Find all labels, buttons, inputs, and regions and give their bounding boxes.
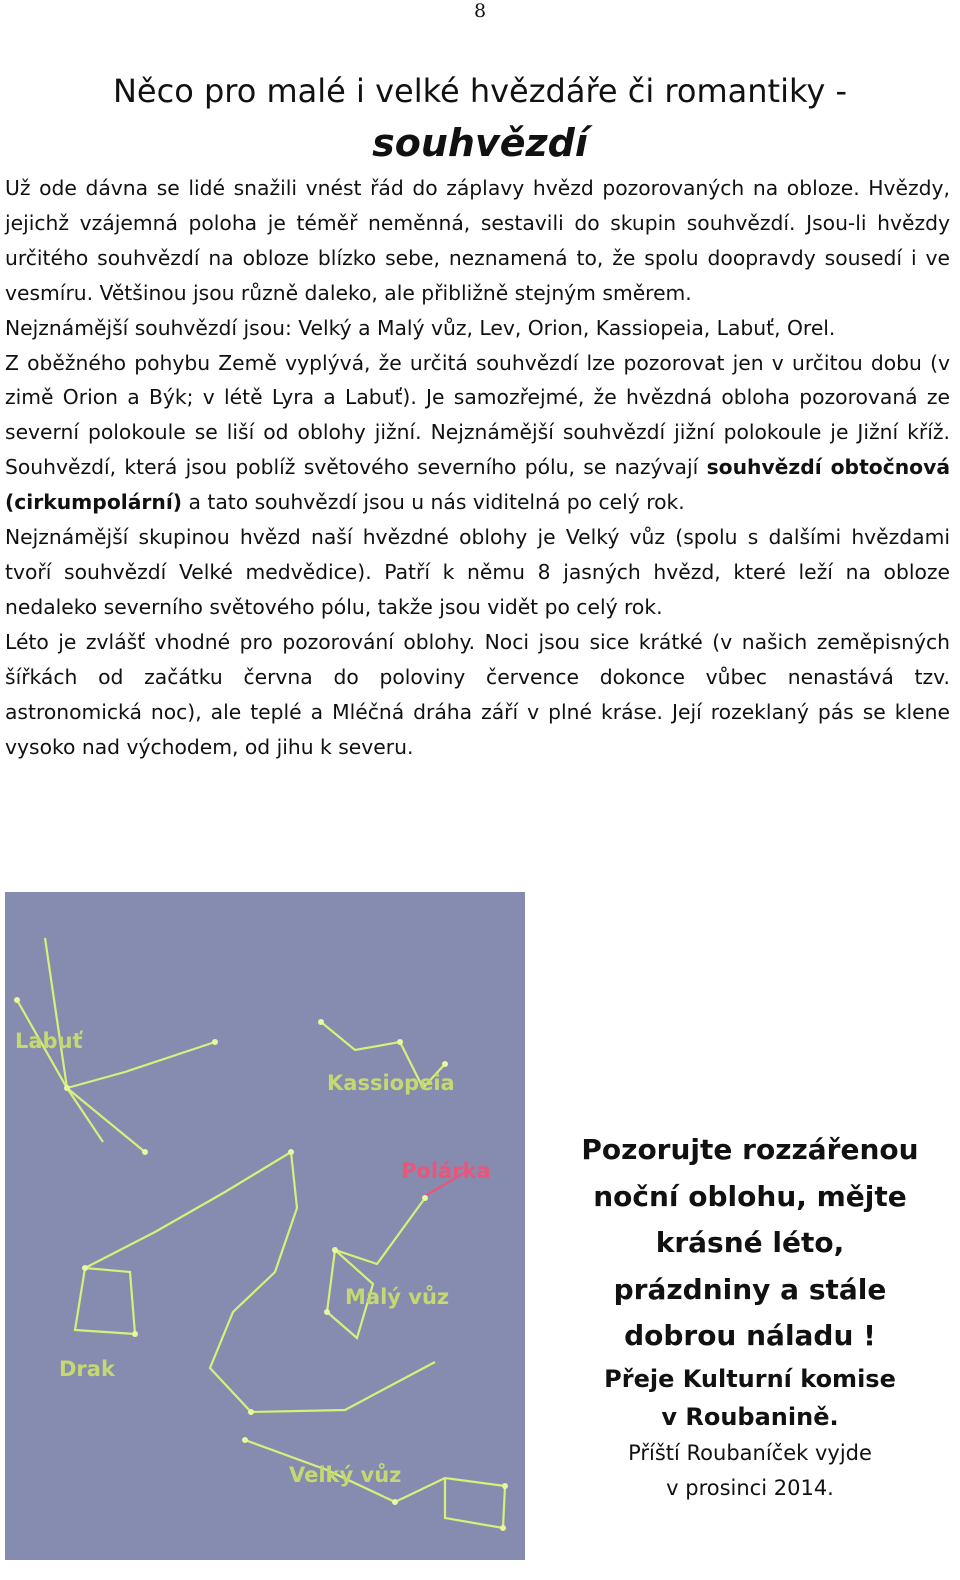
page-subtitle: souhvězdí — [372, 121, 588, 165]
star — [248, 1409, 254, 1415]
star — [422, 1195, 428, 1201]
label-little-dipper: Malý vůz — [345, 1285, 450, 1309]
next-issue-line-1: Příští Roubaníček vyjde — [628, 1440, 872, 1465]
star — [212, 1039, 218, 1045]
label-draco: Drak — [59, 1357, 115, 1381]
page-number: 8 — [473, 0, 487, 22]
signature-line-2: v Roubanině. — [661, 1402, 839, 1431]
closing-wish — [560, 1127, 940, 1506]
star — [392, 1499, 398, 1505]
wish-line-1: Pozorujte rozzářenou — [581, 1133, 919, 1166]
star — [318, 1019, 324, 1025]
signature-line-1: Přeje Kulturní komise — [604, 1364, 896, 1393]
paragraph-intro: Už ode dávna se lidé snažili vnést řád do záplavy hvězd pozorovaných na obloze. Hvězdy, jejichž vzájemná poloha je téměř neměnná, sestavili do skupin souhvězdí. Jsou-li hvězdy určitého souhvězdí na obloze blízko sebe, neznamená to, že spolu doopravdy sousedí i ve vesmíru. Většinou jsou různě daleko, ale přibližně stejným směrem. — [5, 176, 950, 305]
page-title: Něco pro malé i velké hvězdáře či romantiky - — [112, 72, 847, 110]
circumpolar-term: souhvězdí obtočnová (cirkumpolární) — [5, 455, 951, 515]
star — [500, 1525, 506, 1531]
wish-line-5: dobrou náladu ! — [624, 1319, 876, 1352]
paragraph-earth-motion — [5, 346, 950, 521]
star — [288, 1149, 294, 1155]
label-cygnus: Labuť — [15, 1029, 83, 1053]
constellation-map — [5, 892, 525, 1560]
paragraph-earth-motion-end: a tato souhvězdí jsou u nás viditelná po celý rok. — [188, 490, 685, 515]
paragraph-big-dipper: Nejznámější skupinou hvězd naší hvězdné oblohy je Velký vůz (spolu s dalšími hvězdami tvoří souhvězdí Velké medvědice). Patří k němu 8 jasných hvězd, které leží na obloze nedaleko severního světového pólu, takže jsou vidět po celý rok. — [5, 525, 950, 619]
star — [332, 1247, 338, 1253]
paragraph-famous-constellations: Nejznámější souhvězdí jsou: Velký a Malý vůz, Lev, Orion, Kassiopeia, Labuť, Orel. — [5, 315, 836, 340]
wish-line-2: noční oblohu, mějte — [593, 1179, 907, 1213]
star — [242, 1437, 248, 1443]
little-dipper-lines — [327, 1198, 425, 1338]
star — [14, 997, 20, 1003]
label-polaris: Polárka — [401, 1159, 491, 1183]
star — [442, 1061, 448, 1067]
star — [132, 1331, 138, 1337]
star — [82, 1265, 88, 1271]
next-issue-line-2: v prosinci 2014. — [666, 1475, 834, 1500]
wish-line-4: prázdniny a stále — [613, 1272, 887, 1306]
star — [142, 1149, 148, 1155]
wish-line-3: krásné léto, — [655, 1226, 845, 1259]
star — [502, 1483, 508, 1489]
label-cassiopeia: Kassiopeia — [327, 1071, 455, 1095]
constellation-map-svg — [5, 892, 525, 1560]
draco-lines — [75, 1152, 435, 1412]
paragraph-summer: Léto je zvlášť vhodné pro pozorování oblohy. Noci jsou sice krátké (v našich zeměpisných šířkách od začátku června do poloviny července dokonce vůbec nenastává tzv. astronomická noc), ale teplé a Mléčná dráha září v plné kráse. Její rozeklaný pás se klene vysoko nad východem, od jihu k severu. — [5, 629, 950, 759]
label-big-dipper: Velký vůz — [289, 1463, 402, 1487]
star — [397, 1039, 403, 1045]
paragraph-earth-motion-start: Z oběžného pohybu Země vyplývá, že určitá souhvězdí lze pozorovat jen v určitou dobu (v zimě Orion a Býk; v létě Lyra a Labuť). Je samozřejmé, že hvězdná obloha pozorovaná ze severní polokoule se liší od oblohy jižní. Nejznámější souhvězdí jižní polokoule je Jižní kříž. Souhvězdí, která jsou poblíž světového severního pólu, se nazývají — [5, 350, 950, 480]
star — [324, 1309, 330, 1315]
star — [64, 1085, 70, 1091]
article-body — [5, 171, 950, 764]
